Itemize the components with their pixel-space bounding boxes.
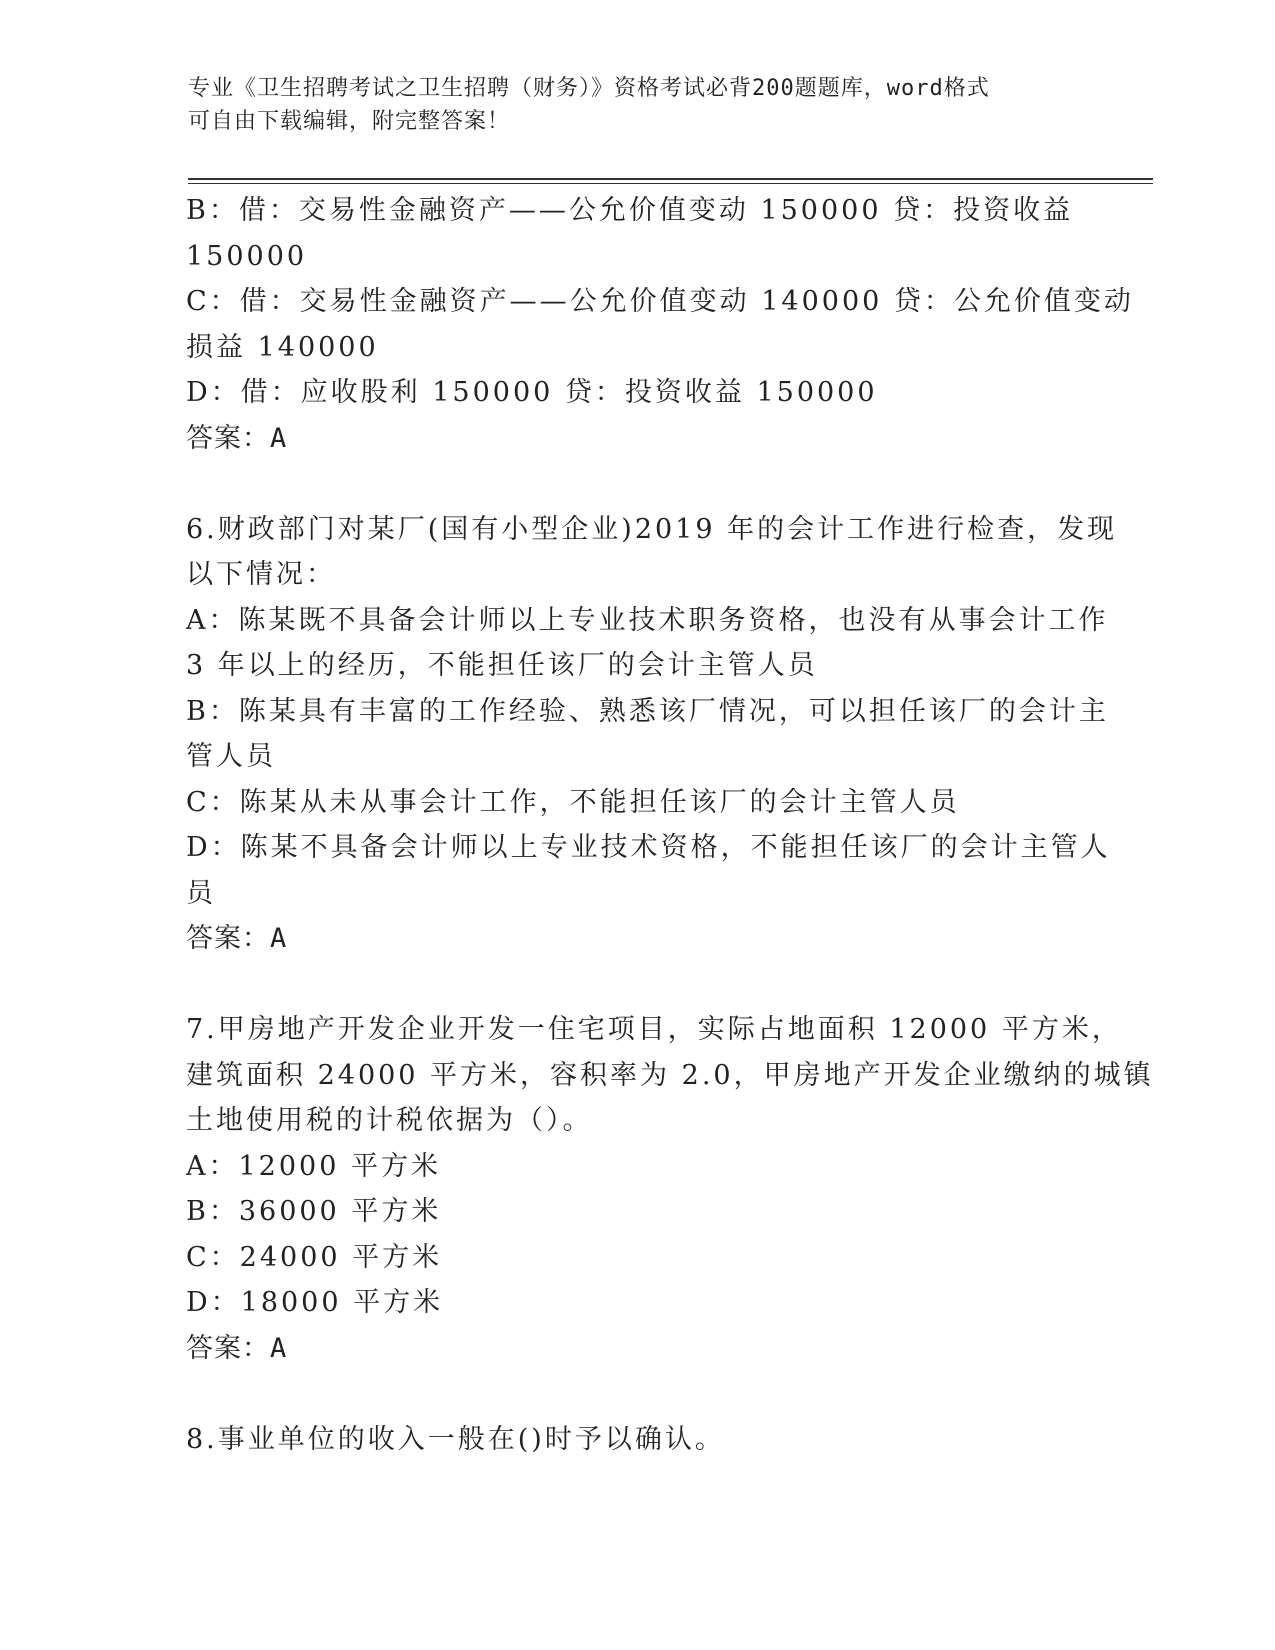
question-stem: 8.事业单位的收入一般在()时予以确认。 <box>186 1423 725 1455</box>
option-c-continued: 损益 140000 <box>186 331 379 363</box>
question-7 <box>186 1007 1154 1371</box>
answer: 答案：A <box>186 1332 288 1364</box>
option-b: B：36000 平方米 <box>186 1196 442 1227</box>
option-d: D：18000 平方米 <box>186 1287 444 1318</box>
option-c: C：24000 平方米 <box>186 1241 443 1273</box>
option-a-continued: 3 年以上的经历，不能担任该厂的会计主管人员 <box>186 650 818 681</box>
question-stem-continued: 土地使用税的计税依据为（）。 <box>186 1105 593 1136</box>
question-5-options <box>186 188 1134 461</box>
option-b-continued: 150000 <box>186 240 308 272</box>
option-d: D：陈某不具备会计师以上专业技术资格，不能担任该厂的会计主管人 <box>186 832 1111 863</box>
question-stem-continued: 建筑面积 24000 平方米，容积率为 2.0，甲房地产开发企业缴纳的城镇 <box>186 1059 1154 1091</box>
option-b: B：陈某具有丰富的工作经验、熟悉该厂情况，可以担任该厂的会计主 <box>186 695 1109 727</box>
question-stem: 6.财政部门对某厂(国有小型企业)2019 年的会计工作进行检查，发现 <box>186 513 1118 545</box>
question-stem: 7.甲房地产开发企业开发一住宅项目，实际占地面积 12000 平方米， <box>186 1014 1122 1045</box>
option-b-continued: 管人员 <box>186 741 276 772</box>
header-line-2: 可自由下载编辑，附完整答案！ <box>188 109 511 134</box>
spacer <box>186 461 1086 507</box>
header-line-1: 专业《卫生招聘考试之卫生招聘（财务）》资格考试必背200题题库，word格式 <box>188 76 990 101</box>
option-d-continued: 员 <box>186 877 216 909</box>
spacer <box>186 1371 1086 1417</box>
question-8 <box>186 1417 1086 1463</box>
document-body <box>186 188 1154 1462</box>
header-divider-thin <box>188 183 1153 184</box>
spacer <box>186 962 1086 1008</box>
option-a: A：12000 平方米 <box>186 1150 441 1182</box>
option-c: C：陈某从未从事会计工作，不能担任该厂的会计主管人员 <box>186 786 960 818</box>
option-a: A：陈某既不具备会计师以上专业技术职务资格，也没有从事会计工作 <box>186 604 1109 636</box>
header-divider-thick <box>188 178 1153 180</box>
question-6 <box>186 507 1118 962</box>
answer: 答案：A <box>186 422 288 454</box>
question-stem-continued: 以下情况： <box>186 559 336 590</box>
answer: 答案：A <box>186 923 288 954</box>
option-d: D：借：应收股利 150000 贷：投资收益 150000 <box>186 377 878 408</box>
option-b: B：借：交易性金融资产——公允价值变动 150000 贷：投资收益 <box>186 195 1074 226</box>
document-header <box>188 72 1068 138</box>
option-c: C：借：交易性金融资产——公允价值变动 140000 贷：公允价值变动 <box>186 286 1134 317</box>
